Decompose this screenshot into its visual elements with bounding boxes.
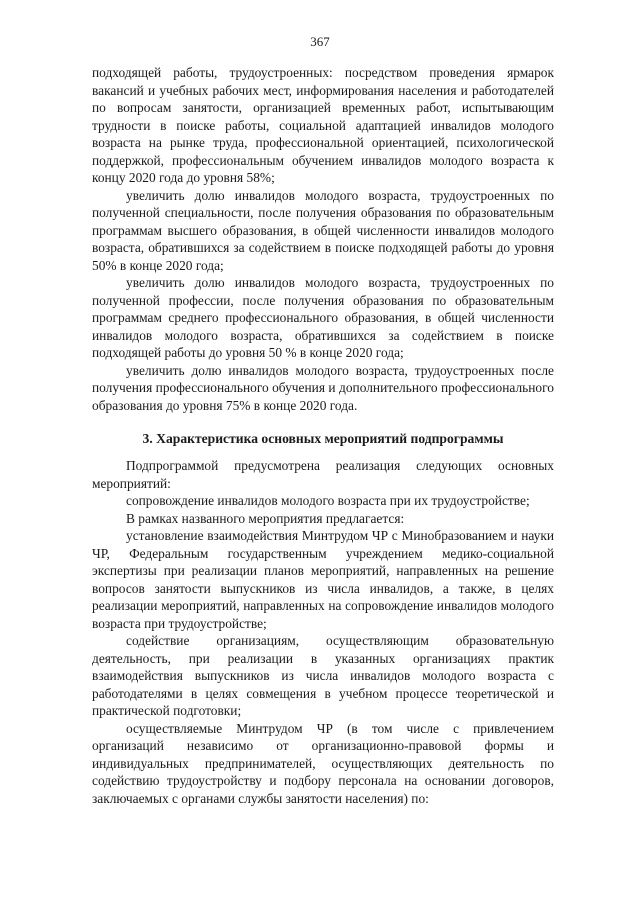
paragraph-ministry-actions: осуществляемые Минтрудом ЧР (в том числе с привлечением организаций независимо от организационно-правовой формы и индивидуальных предпринимателей, осуществляющих деятельность по содействию трудоустройству и подбору персонала на основании договоров, заключаемых с органами службы занятости населения) по: [92,720,554,806]
paragraph-assistance: содействие организациям, осуществляющим образовательную деятельность, при реализации в указанных организациях практик взаимодействия выпускников из числа инвалидов молодого возраста с работодателями в целях совмещения в учебном процессе теоретической и практической подготовки; [92,633,554,718]
paragraph-intro: Подпрограммой предусмотрена реализация следующих основных мероприятий: [92,458,554,491]
paragraph-interaction: установление взаимодействия Минтрудом ЧР с Минобразованием и науки ЧР, Федеральным государственным учреждением медико-социальной экспертизы при реализации планов мероприятий, направленных на решение вопросов занятости выпускников из числа инвалидов, а также, в целях реализации мероприятий, направленных на сопровождение инвалидов молодого возраста при трудоустройстве; [92,528,554,631]
document-body [92,64,554,807]
paragraph-proposal-lead: В рамках названного мероприятия предлагается: [126,510,405,526]
paragraph-continuation: подходящей работы, трудоустроенных: посредством проведения ярмарок вакансий и учебных рабочих мест, информирования населения и работодателей по вопросам занятости, организацией временных работ, испытывающим трудности в поиске работы, социальной адаптацией инвалидов молодого возраста на рынке труда, профессиональной ориентацией, психологической поддержкой, профессиональным обучением инвалидов молодого возраста к концу 2020 года до уровня 58%; [92,65,554,185]
paragraph-goal-secondary-education: увеличить долю инвалидов молодого возраста, трудоустроенных по полученной профессии, после получения образования по образовательным программам среднего профессионального образования, в общей численности инвалидов молодого возраста, обратившихся за содействием в поиске подходящей работы до уровня 50 % в конце 2020 года; [92,275,554,360]
paragraph-goal-higher-education: увеличить долю инвалидов молодого возраста, трудоустроенных по полученной специальности, после получения образования по образовательным программам высшего образования, в общей численности инвалидов молодого возраста, обратившихся за содействием в поиске подходящей работы до уровня 50% в конце 2020 года; [92,187,554,273]
section-heading: 3. Характеристика основных мероприятий подпрограммы [142,431,504,446]
paragraph-goal-vocational-training: увеличить долю инвалидов молодого возраста, трудоустроенных после получения профессионального обучения и дополнительного профессионального образования до уровня 75% в конце 2020 года. [92,362,554,413]
page-number: 367 [310,34,330,49]
paragraph-main-activity: сопровождение инвалидов молодого возраста при их трудоустройстве; [126,493,530,508]
